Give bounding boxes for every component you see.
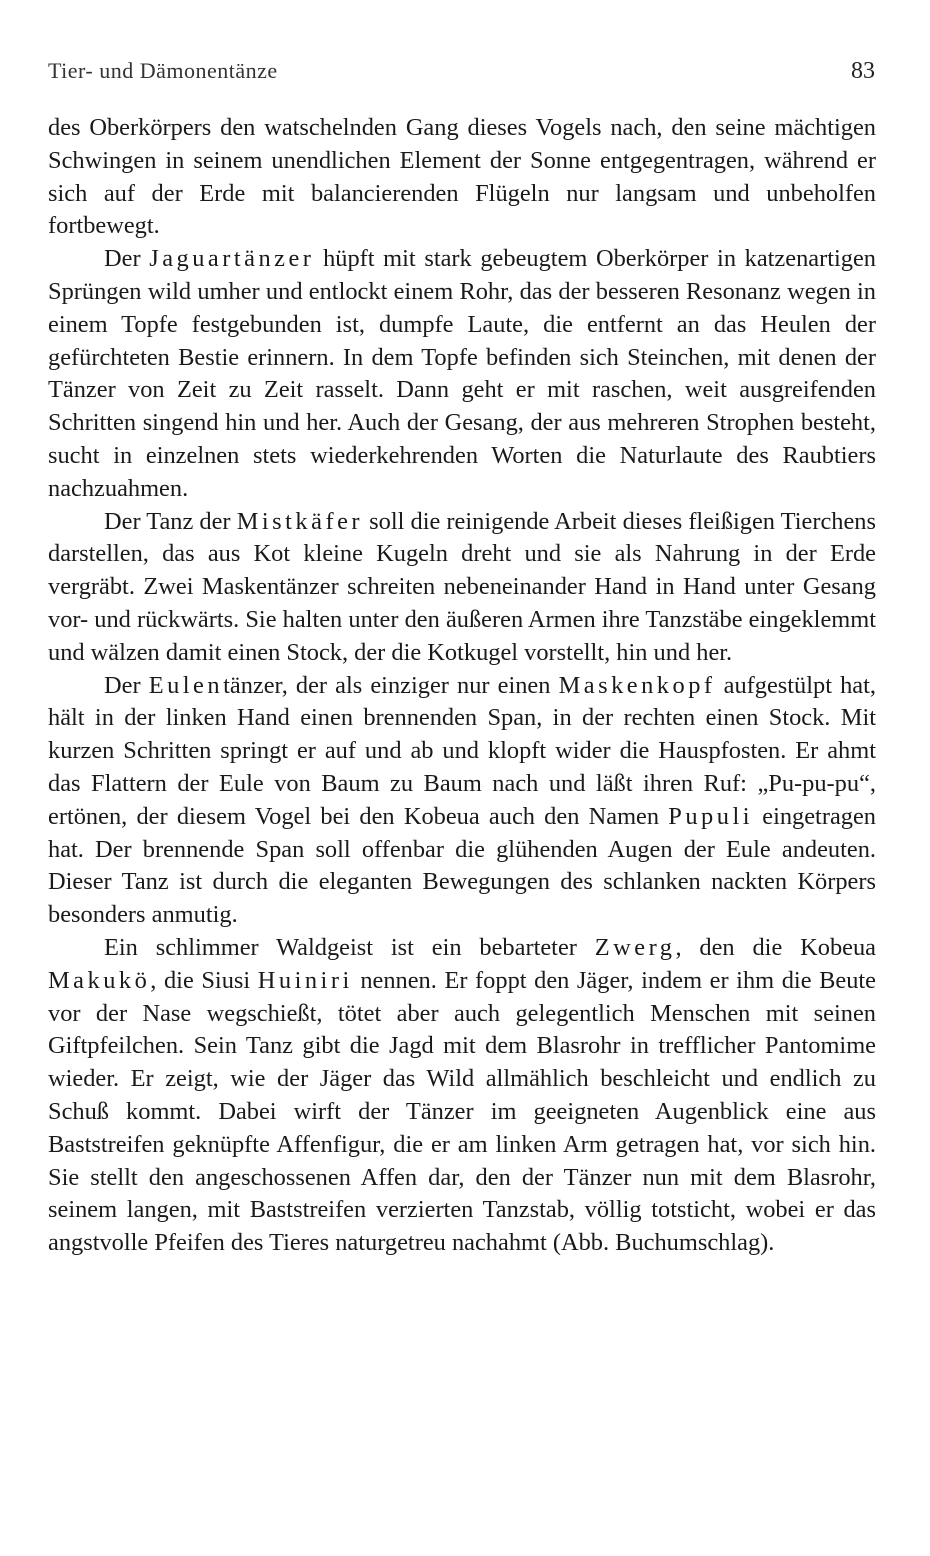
running-title: Tier- und Dämonentänze [48,58,278,83]
text-run: hüpft mit stark gebeugtem Oberkörper in katzenartigen Sprüngen wild umher und entlockt einem Rohr, das der besseren Resonanz wegen in einem Topfe festgebunden ist, dumpfe Laute, die entfernt an das Heulen der gefürchteten Bestie erinnern. In dem Topfe befinden sich Steinchen, mit denen der Tänzer von Zeit zu Zeit rasselt. Dann geht er mit raschen, weit ausgreifenden Schritten singend hin und her. Auch der Gesang, der aus mehreren Strophen besteht, sucht in einzelnen stets wiederkehrenden Worten die Naturlaute des Raubtiers nachzuahmen. [48,245,877,502]
text-run: nennen. Er foppt den Jäger, indem er ihm die Beute vor der Nase wegschießt, tötet aber auch gelegentlich Menschen mit seinen Giftpfeilchen. Sein Tanz gibt die Jagd mit dem Blasrohr in trefflicher Pantomime wieder. Er zeigt, wie der Jäger das Wild allmählich beschleicht und endlich zu Schuß kommt. Dabei wirft der Tänzer im geeigneten Augenblick eine aus Baststreifen geknüpfte Affenfigur, die er am linken Arm getragen hat, vor sich hin. Sie stellt den angeschossenen Affen dar, den der Tänzer nun mit dem Blasrohr, seinem langen, mit Baststreifen verzierten Tanzstab, völlig totsticht, wobei er das angstvolle Pfeifen des Tieres naturgetreu nachahmt (Abb. Buchumschlag). [48,966,876,1257]
text-run: Der [104,671,149,699]
emphasized-term: Mistkäfer [236,507,364,535]
paragraph [48,506,876,670]
emphasized-term: Makukö [48,966,151,994]
text-run: tänzer, der als einziger nur einen [223,671,559,699]
paragraph [48,112,876,243]
text-run: , den die Kobeua [675,933,876,961]
emphasized-term: Eulen [148,671,224,699]
text-run: Der [104,245,150,273]
emphasized-term: Zwerg [594,933,676,961]
text-run: Der Tanz der [104,507,237,535]
paragraph [48,243,876,505]
body-text [48,112,876,1260]
emphasized-term: Huiniri [257,966,353,994]
emphasized-term: Pupuli [668,802,754,830]
page-number: 83 [851,58,875,84]
paragraph [48,932,876,1260]
running-head [48,58,875,88]
paragraph [48,670,876,932]
text-run: Ein schlimmer Waldgeist ist ein bebarteter [104,933,595,961]
text-run: eingetragen hat. Der brennende Span soll offenbar die glühenden Augen der Eule andeuten. Dieser Tanz ist durch die eleganten Bewegungen des schlanken nackten Körpers besonders anmutig. [48,802,876,929]
emphasized-term: Maskenkopf [558,671,716,699]
text-run: , die Siusi [150,966,258,994]
text-run: aufgestülpt hat, hält in der linken Hand einen brennenden Span, in der rechten einen Stock. Mit kurzen Schritten springt er auf und ab und klopft wider die Hauspfosten. Er ahmt das Flattern der Eule von Baum zu Baum nach und läßt ihren Ruf: „Pu-pu-pu“, ertönen, der diesem Vogel bei den Kobeua auch den Namen [48,671,877,830]
emphasized-term: Jaguartänzer [149,245,315,273]
text-run: soll die reinigende Arbeit dieses fleißigen Tierchens darstellen, das aus Kot kleine Kugeln dreht und sie als Nahrung in der Erde vergräbt. Zwei Maskentänzer schreiten nebeneinander Hand in Hand unter Gesang vor- und rückwärts. Sie halten unter den äußeren Armen ihre Tanzstäbe eingeklemmt und wälzen damit einen Stock, der die Kotkugel vorstellt, hin und her. [48,507,876,666]
text-run: des Oberkörpers den watschelnden Gang dieses Vogels nach, den seine mächtigen Schwingen in seinem unendlichen Element der Sonne entgegentragen, während er sich auf der Erde mit balancierenden Flügeln nur langsam und unbeholfen fortbewegt. [48,114,876,240]
